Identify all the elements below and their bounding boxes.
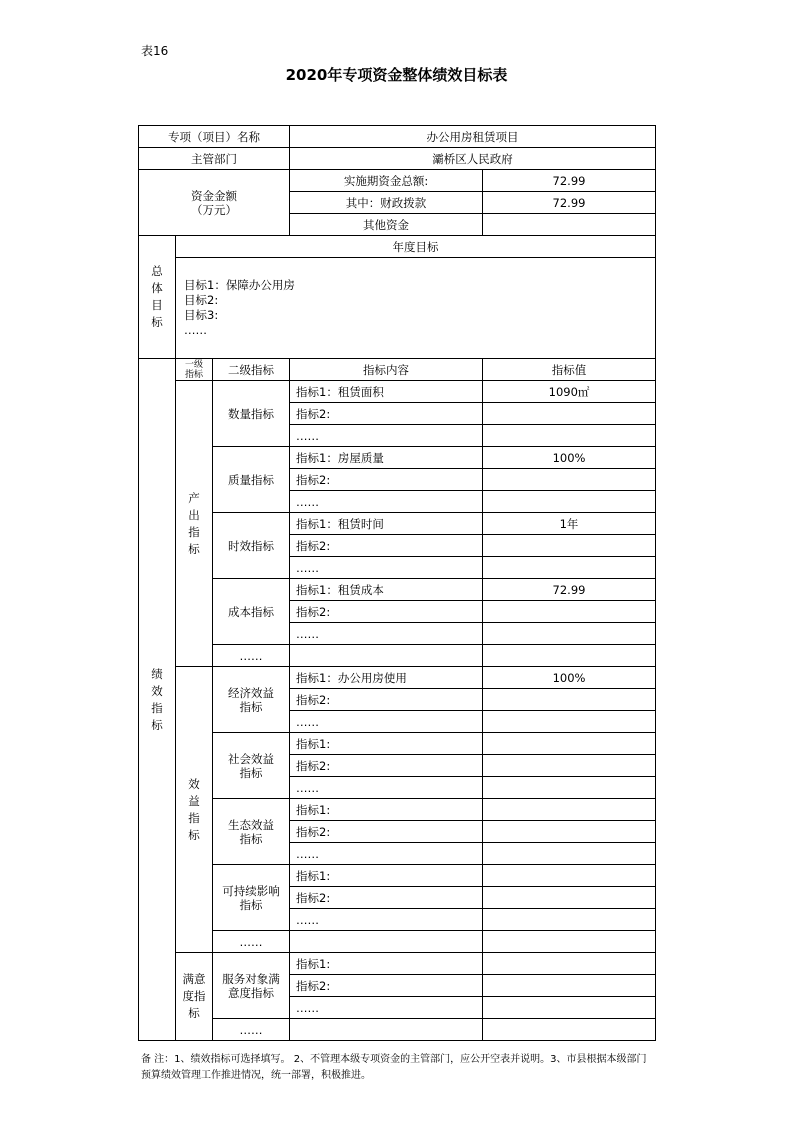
perf-header-row [139,359,656,381]
benefit-indicator-text: 效益指标 [188,776,200,842]
indicator-content: …… [290,491,483,513]
indicator-row [139,733,656,755]
ecological-indicator-label [213,799,290,865]
indicator-value [483,931,656,953]
indicator-value [483,491,656,513]
indicator-content: …… [290,623,483,645]
output-indicator-text: 产出指标 [188,490,200,556]
indicator-value [483,535,656,557]
indicator-content: 指标1: [290,733,483,755]
indicator-row [139,513,656,535]
overall-goal-label-text: 总体目标 [151,264,163,329]
indicator-content: …… [290,711,483,733]
overall-goal-label [139,236,176,359]
goal-line: 目标3: [184,308,219,322]
funds-other-label: 其他资金 [290,214,483,236]
indicator-content: 指标2: [290,601,483,623]
quantity-indicator-label: 数量指标 [213,381,290,447]
project-name-value: 办公用房租赁项目 [290,126,656,148]
indicator-content: 指标1: [290,953,483,975]
output-ellipsis-row [139,645,656,667]
funds-label [139,170,290,236]
indicator-value: 1090㎡ [483,381,656,403]
indicator-value [483,689,656,711]
indicator-row [139,667,656,689]
col-value-header: 指标值 [483,359,656,381]
cost-indicator-label: 成本指标 [213,579,290,645]
indicator-content: 指标2: [290,469,483,491]
indicator-row [139,381,656,403]
year-goal-label: 年度目标 [176,236,656,258]
indicator-value [483,953,656,975]
indicator-content: 指标2: [290,535,483,557]
indicator-value [483,909,656,931]
economic-indicator-text: 经济效益指标 [228,685,274,714]
funds-fiscal-value: 72.99 [483,192,656,214]
indicator-value [483,1019,656,1041]
document-title: 2020年专项资金整体绩效目标表 [285,66,508,84]
indicator-value [483,403,656,425]
goal-line: 目标1：保障办公用房 [184,278,295,292]
indicator-content: 指标2: [290,755,483,777]
economic-indicator-label [213,667,290,733]
performance-target-table [138,125,656,1041]
indicator-content: 指标1：租赁面积 [290,381,483,403]
indicator-content [290,931,483,953]
goal-line: 目标2: [184,293,219,307]
indicator-content: 指标1: [290,799,483,821]
department-value: 灞桥区人民政府 [290,148,656,170]
indicator-value [483,425,656,447]
indicator-content [290,1019,483,1041]
social-indicator-label [213,733,290,799]
indicator-content: 指标1：办公用房使用 [290,667,483,689]
year-goal-header-row [139,236,656,258]
funds-unit-text: （万元） [191,202,237,217]
benefit-indicator-label [176,667,213,953]
indicator-content: 指标1：房屋质量 [290,447,483,469]
quality-indicator-label: 质量指标 [213,447,290,513]
timeliness-indicator-label: 时效指标 [213,513,290,579]
funds-fiscal-label: 其中：财政拨款 [290,192,483,214]
indicator-value [483,711,656,733]
perf-indicator-label-text: 绩效指标 [151,666,163,732]
satisfaction-indicator-label [176,953,213,1041]
funds-total-row [139,170,656,192]
indicator-content: 指标2: [290,403,483,425]
indicator-value [483,865,656,887]
indicator-content: …… [290,997,483,1019]
indicator-value [483,777,656,799]
ecological-indicator-text: 生态效益指标 [228,817,274,846]
funds-other-value [483,214,656,236]
indicator-content: …… [290,557,483,579]
department-row [139,148,656,170]
project-name-label: 专项（项目）名称 [139,126,290,148]
satisfaction-indicator-text: 满意度指标 [182,972,206,1020]
indicator-value [483,887,656,909]
col-level1-text: 一级指标 [184,359,203,380]
indicator-value [483,623,656,645]
footnote: 备 注：1、绩效指标可选择填写。 2、不管理本级专项资金的主管部门，应公开空表并说明。3、市县根据本级部门预算绩效管理工作推进情况，统一部署，积极推进。 [141,1054,647,1081]
funds-total-value: 72.99 [483,170,656,192]
indicator-content: …… [290,425,483,447]
indicator-value [483,645,656,667]
satisfaction-ellipsis-row [139,1019,656,1041]
indicator-content: 指标1: [290,865,483,887]
indicator-value: 1年 [483,513,656,535]
sustainable-indicator-text: 可持续影响指标 [222,883,280,912]
indicator-value [483,997,656,1019]
table-number: 表16 [141,44,169,58]
funds-label-text: 资金金额 [191,188,237,203]
sustainable-indicator-label [213,865,290,931]
indicator-value [483,755,656,777]
benefit-ellipsis-row [139,931,656,953]
indicator-row [139,447,656,469]
indicator-value [483,799,656,821]
indicator-value [483,843,656,865]
indicator-content: …… [290,843,483,865]
department-label: 主管部门 [139,148,290,170]
indicator-value [483,733,656,755]
indicator-content: 指标2: [290,821,483,843]
perf-indicator-label [139,359,176,1041]
service-satisfaction-text: 服务对象满意度指标 [222,971,280,1000]
ellipsis-cell: …… [213,931,290,953]
goal-line: …… [184,323,207,337]
service-satisfaction-label [213,953,290,1019]
year-goal-content [176,258,656,359]
ellipsis-cell: …… [213,1019,290,1041]
indicator-content: 指标1：租赁时间 [290,513,483,535]
project-name-row [139,126,656,148]
indicator-value [483,821,656,843]
indicator-row [139,799,656,821]
output-indicator-label [176,381,213,667]
indicator-value [483,469,656,491]
indicator-row [139,865,656,887]
indicator-content: …… [290,909,483,931]
social-indicator-text: 社会效益指标 [228,751,274,780]
year-goal-content-row [139,258,656,359]
col-content-header: 指标内容 [290,359,483,381]
indicator-content: 指标2: [290,975,483,997]
indicator-value [483,601,656,623]
indicator-value: 72.99 [483,579,656,601]
indicator-content: …… [290,777,483,799]
indicator-content: 指标2: [290,887,483,909]
col-level2-header: 二级指标 [213,359,290,381]
indicator-content: 指标1：租赁成本 [290,579,483,601]
col-level1-header [176,359,213,381]
indicator-row [139,579,656,601]
ellipsis-cell: …… [213,645,290,667]
indicator-value: 100% [483,667,656,689]
indicator-content: 指标2: [290,689,483,711]
indicator-row [139,953,656,975]
indicator-content [290,645,483,667]
indicator-value [483,975,656,997]
indicator-value: 100% [483,447,656,469]
funds-total-label: 实施期资金总额: [290,170,483,192]
indicator-value [483,557,656,579]
